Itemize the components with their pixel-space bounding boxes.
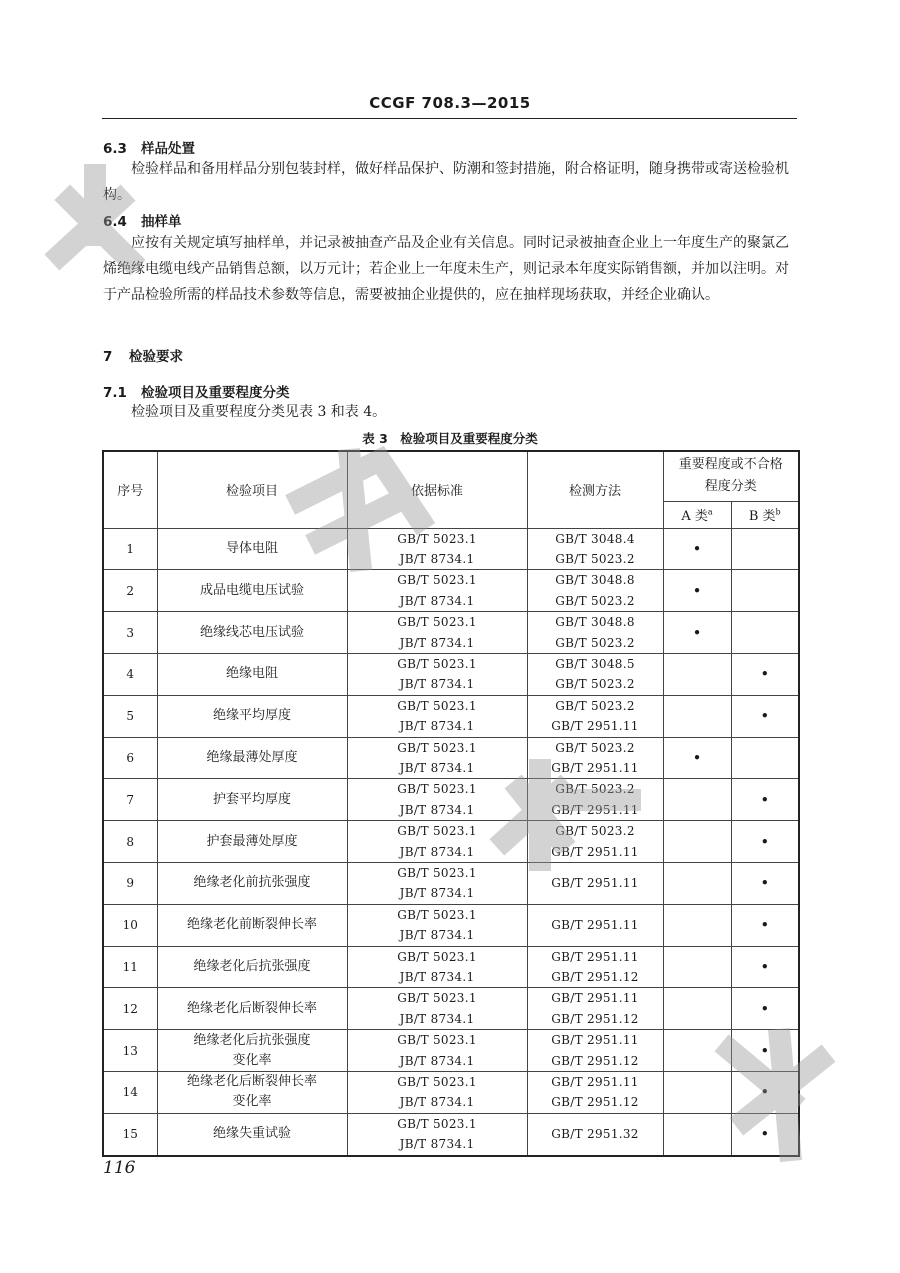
cell-class-a: [663, 570, 731, 612]
basis-standard: GB/T 5023.1: [397, 740, 477, 755]
cell-no: 9: [103, 863, 157, 905]
cell-no: 15: [103, 1113, 157, 1155]
table-row: [103, 779, 799, 821]
table-row: [103, 988, 799, 1030]
cell-class-b: [731, 570, 799, 612]
method-standard: GB/T 2951.11: [551, 1075, 639, 1090]
cell-class-b: [731, 904, 799, 946]
basis-standard: GB/T 5023.1: [397, 531, 477, 546]
table-row: [103, 821, 799, 863]
cell-class-b: [731, 988, 799, 1030]
classification-dot: •: [760, 1125, 770, 1144]
cell-class-a: [663, 695, 731, 737]
cell-item: 绝缘电阻: [157, 653, 347, 695]
classification-dot: •: [760, 665, 770, 684]
cell-class-b: [731, 612, 799, 654]
header-no: 序号: [103, 451, 157, 528]
cell-basis: [347, 904, 527, 946]
basis-standard: JB/T 8734.1: [399, 928, 475, 943]
cell-method: [527, 863, 663, 905]
method-standard: GB/T 2951.11: [551, 719, 639, 734]
table-row: [103, 863, 799, 905]
item-line: 绝缘老化后抗张强度: [193, 1032, 311, 1048]
cell-item: [157, 1030, 347, 1072]
cell-class-a: [663, 821, 731, 863]
cell-no: 1: [103, 528, 157, 570]
basis-standard: JB/T 8734.1: [399, 593, 475, 608]
classification-dot: •: [760, 790, 770, 809]
classification-dot: •: [760, 1083, 770, 1102]
classification-dot: •: [760, 1041, 770, 1060]
cell-basis: [347, 653, 527, 695]
cell-basis: [347, 1030, 527, 1072]
table-row: [103, 1072, 799, 1114]
section-title: 检验要求: [129, 349, 183, 365]
basis-standard: GB/T 5023.1: [397, 991, 477, 1006]
basis-standard: GB/T 5023.1: [397, 615, 477, 630]
basis-standard: JB/T 8734.1: [399, 760, 475, 775]
item-line: 绝缘老化后断裂伸长率: [186, 1074, 317, 1090]
header-class-a: [663, 501, 731, 528]
section-number: 6.3: [103, 141, 127, 157]
cell-class-a: [663, 528, 731, 570]
cell-no: 14: [103, 1072, 157, 1114]
method-standard: GB/T 2951.11: [551, 949, 639, 964]
cell-class-b: [731, 1030, 799, 1072]
basis-standard: JB/T 8734.1: [399, 719, 475, 734]
section-6-4-heading: [103, 210, 182, 230]
section-7-1-paragraph: [103, 399, 798, 425]
cell-item: 绝缘老化后断裂伸长率: [157, 988, 347, 1030]
basis-standard: JB/T 8734.1: [399, 1137, 475, 1152]
method-standard: GB/T 2951.11: [551, 1033, 639, 1048]
paragraph-text: 应按有关规定填写抽样单，并记录被抽查产品及企业有关信息。同时记录被抽查企业上一年度生产的聚氯乙烯绝缘电缆电线产品销售总额，以万元计；若企业上一年度未生产，则记录本年度实际销售额，并加以注明。对于产品检验所需的样品技术参数等信息，需要被抽企业提供的，应在抽样现场获取，并经企业确认。: [103, 235, 789, 303]
method-standard: GB/T 3048.5: [555, 656, 635, 671]
class-a-footnote-mark: a: [707, 507, 713, 517]
basis-standard: GB/T 5023.1: [397, 656, 477, 671]
table-row: [103, 946, 799, 988]
paragraph-text: 检验项目及重要程度分类见表 3 和表 4。: [131, 404, 387, 420]
cell-class-b: [731, 737, 799, 779]
basis-standard: GB/T 5023.1: [397, 949, 477, 964]
cell-class-a: [663, 1030, 731, 1072]
cell-method: [527, 779, 663, 821]
cell-class-b: [731, 821, 799, 863]
method-standard: GB/T 2951.11: [551, 876, 639, 891]
header-class-b: [731, 501, 799, 528]
table-row: [103, 737, 799, 779]
cell-basis: [347, 695, 527, 737]
cell-item: [157, 1072, 347, 1114]
section-6-3-heading: [103, 137, 195, 157]
cell-no: 5: [103, 695, 157, 737]
class-b-label: B 类: [748, 509, 776, 524]
cell-basis: [347, 988, 527, 1030]
basis-standard: GB/T 5023.1: [397, 1116, 477, 1131]
paragraph-text: 检验样品和备用样品分别包装封样，做好样品保护、防潮和签封措施，附合格证明，随身携带或寄送检验机构。: [103, 161, 789, 203]
cell-item: 绝缘老化前抗张强度: [157, 863, 347, 905]
method-standard: GB/T 2951.11: [551, 991, 639, 1006]
cell-method: [527, 570, 663, 612]
method-standard: GB/T 2951.32: [551, 1127, 639, 1142]
basis-standard: JB/T 8734.1: [399, 551, 475, 566]
header-rule: [102, 118, 797, 119]
cell-no: 4: [103, 653, 157, 695]
method-standard: GB/T 2951.11: [551, 918, 639, 933]
method-standard: GB/T 5023.2: [555, 698, 635, 713]
cell-no: 2: [103, 570, 157, 612]
page-number: 116: [103, 1158, 136, 1178]
cell-method: [527, 695, 663, 737]
basis-standard: GB/T 5023.1: [397, 866, 477, 880]
method-standard: GB/T 5023.2: [555, 551, 635, 566]
basis-standard: GB/T 5023.1: [397, 573, 477, 588]
document-code: CCGF 708.3—2015: [369, 94, 531, 112]
cell-class-a: [663, 779, 731, 821]
table-row: [103, 528, 799, 570]
method-standard: GB/T 5023.2: [555, 635, 635, 650]
method-standard: GB/T 5023.2: [555, 824, 635, 839]
cell-class-b: [731, 863, 799, 905]
cell-no: 6: [103, 737, 157, 779]
method-standard: GB/T 3048.4: [555, 531, 635, 546]
method-standard: GB/T 5023.2: [555, 593, 635, 608]
method-standard: GB/T 2951.12: [551, 1053, 639, 1068]
section-number: 6.4: [103, 214, 127, 230]
classification-dot: •: [692, 581, 702, 600]
classification-dot: •: [760, 874, 770, 893]
cell-class-b: [731, 528, 799, 570]
basis-standard: GB/T 5023.1: [397, 1075, 477, 1090]
classification-dot: •: [760, 916, 770, 935]
cell-class-a: [663, 988, 731, 1030]
basis-standard: JB/T 8734.1: [399, 970, 475, 985]
cell-basis: [347, 570, 527, 612]
classification-dot: •: [692, 748, 702, 767]
method-standard: GB/T 2951.11: [551, 844, 639, 859]
table-row: [103, 904, 799, 946]
cell-item: 护套最薄处厚度: [157, 821, 347, 863]
cell-class-a: [663, 653, 731, 695]
section-7-heading: [103, 345, 183, 365]
inspection-items-table: [102, 450, 800, 1157]
cell-basis: [347, 528, 527, 570]
cell-class-b: [731, 946, 799, 988]
table-row: [103, 570, 799, 612]
class-a-label: A 类: [681, 509, 708, 524]
section-7-1-heading: [103, 381, 290, 401]
cell-item: 绝缘线芯电压试验: [157, 612, 347, 654]
cell-basis: [347, 821, 527, 863]
cell-method: [527, 612, 663, 654]
cell-basis: [347, 946, 527, 988]
cell-method: [527, 946, 663, 988]
cell-class-b: [731, 653, 799, 695]
cell-class-a: [663, 863, 731, 905]
header-category-line1: 重要程度或不合格: [678, 457, 783, 473]
cell-basis: [347, 1072, 527, 1114]
class-b-footnote-mark: b: [775, 507, 781, 517]
cell-method: [527, 904, 663, 946]
cell-class-b: [731, 695, 799, 737]
basis-standard: GB/T 5023.1: [397, 824, 477, 839]
cell-method: [527, 1113, 663, 1155]
cell-class-a: [663, 737, 731, 779]
method-standard: GB/T 5023.2: [555, 782, 635, 797]
method-standard: GB/T 2951.12: [551, 1095, 639, 1110]
basis-standard: JB/T 8734.1: [399, 1011, 475, 1026]
header-method: 检测方法: [527, 451, 663, 528]
cell-no: 3: [103, 612, 157, 654]
basis-standard: JB/T 8734.1: [399, 802, 475, 817]
cell-no: 11: [103, 946, 157, 988]
basis-standard: JB/T 8734.1: [399, 1095, 475, 1110]
classification-dot: •: [760, 707, 770, 726]
cell-class-b: [731, 779, 799, 821]
cell-class-a: [663, 612, 731, 654]
basis-standard: JB/T 8734.1: [399, 635, 475, 650]
basis-standard: JB/T 8734.1: [399, 677, 475, 692]
cell-basis: [347, 1113, 527, 1155]
header-category-line2: 程度分类: [704, 479, 757, 495]
cell-method: [527, 1072, 663, 1114]
method-standard: GB/T 2951.12: [551, 1011, 639, 1026]
classification-dot: •: [760, 958, 770, 977]
cell-class-a: [663, 946, 731, 988]
cell-class-a: [663, 1072, 731, 1114]
basis-standard: GB/T 5023.1: [397, 698, 477, 713]
cell-basis: [347, 863, 527, 905]
header-category: [663, 451, 799, 501]
cell-class-b: [731, 1113, 799, 1155]
cell-item: 绝缘失重试验: [157, 1113, 347, 1155]
cell-basis: [347, 612, 527, 654]
section-number: 7: [103, 349, 113, 365]
item-line: 变化率: [232, 1094, 272, 1110]
cell-class-a: [663, 1113, 731, 1155]
basis-standard: JB/T 8734.1: [399, 1053, 475, 1068]
cell-no: 12: [103, 988, 157, 1030]
header-basis: 依据标准: [347, 451, 527, 528]
cell-method: [527, 1030, 663, 1072]
header-item: 检验项目: [157, 451, 347, 528]
table-row: [103, 612, 799, 654]
cell-class-a: [663, 904, 731, 946]
cell-basis: [347, 737, 527, 779]
cell-method: [527, 737, 663, 779]
classification-dot: •: [692, 623, 702, 642]
basis-standard: JB/T 8734.1: [399, 844, 475, 859]
cell-no: 10: [103, 904, 157, 946]
table-row: [103, 695, 799, 737]
cell-item: 绝缘最薄处厚度: [157, 737, 347, 779]
cell-method: [527, 528, 663, 570]
cell-basis: [347, 779, 527, 821]
basis-standard: GB/T 5023.1: [397, 782, 477, 797]
classification-dot: •: [692, 539, 702, 558]
cell-method: [527, 821, 663, 863]
table-row: [103, 653, 799, 695]
section-6-4-paragraph: [103, 230, 798, 308]
basis-standard: GB/T 5023.1: [397, 1033, 477, 1048]
section-6-3-paragraph: [103, 156, 798, 208]
section-title: 抽样单: [141, 214, 182, 230]
cell-item: 绝缘老化前断裂伸长率: [157, 904, 347, 946]
basis-standard: JB/T 8734.1: [399, 886, 475, 901]
classification-dot: •: [760, 999, 770, 1018]
cell-item: 绝缘老化后抗张强度: [157, 946, 347, 988]
section-number: 7.1: [103, 385, 127, 401]
section-title: 样品处置: [141, 141, 195, 157]
cell-no: 7: [103, 779, 157, 821]
cell-class-b: [731, 1072, 799, 1114]
cell-no: 8: [103, 821, 157, 863]
method-standard: GB/T 5023.2: [555, 740, 635, 755]
method-standard: GB/T 5023.2: [555, 677, 635, 692]
classification-dot: •: [760, 832, 770, 851]
item-line: 变化率: [232, 1052, 272, 1068]
table-caption: 表 3 检验项目及重要程度分类: [362, 431, 538, 446]
cell-method: [527, 988, 663, 1030]
cell-item: 成品电缆电压试验: [157, 570, 347, 612]
cell-method: [527, 653, 663, 695]
cell-no: 13: [103, 1030, 157, 1072]
cell-item: 绝缘平均厚度: [157, 695, 347, 737]
method-standard: GB/T 3048.8: [555, 573, 635, 588]
section-title: 检验项目及重要程度分类: [141, 385, 290, 401]
method-standard: GB/T 2951.12: [551, 970, 639, 985]
cell-item: 护套平均厚度: [157, 779, 347, 821]
table-row: [103, 1030, 799, 1072]
method-standard: GB/T 2951.11: [551, 760, 639, 775]
table-row: [103, 1113, 799, 1155]
method-standard: GB/T 3048.8: [555, 615, 635, 630]
cell-item: 导体电阻: [157, 528, 347, 570]
basis-standard: GB/T 5023.1: [397, 907, 477, 922]
method-standard: GB/T 2951.11: [551, 802, 639, 817]
